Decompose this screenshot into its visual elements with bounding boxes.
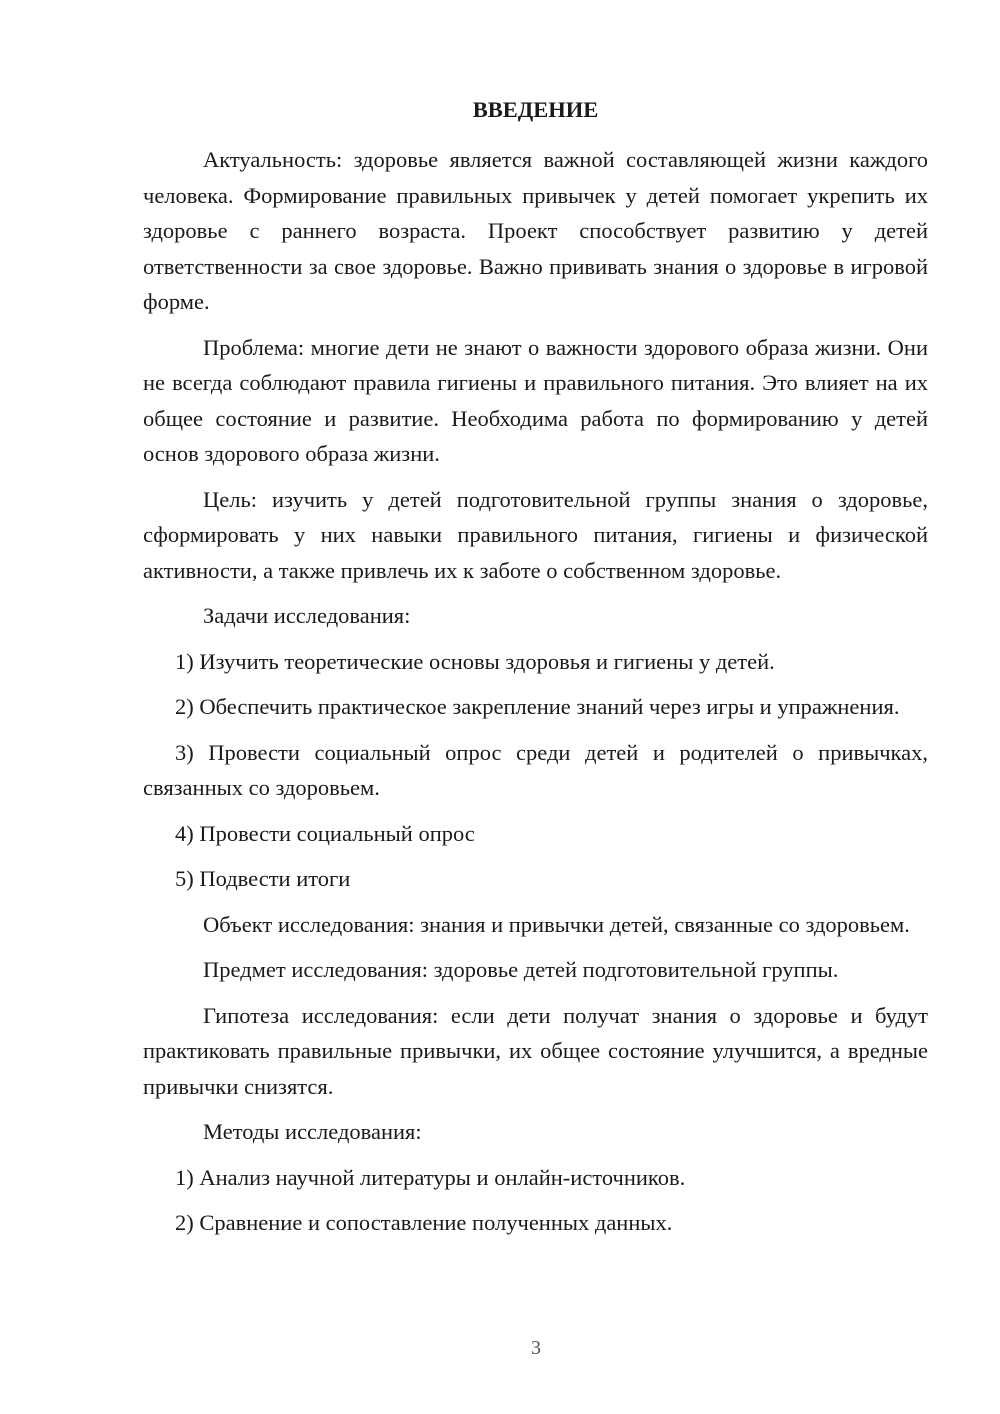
paragraph-relevance: Актуальность: здоровье является важной составляющей жизни каждого человека. Формирование правильных привычек у детей помогает укрепить их здоровье с раннего возраста. Проект способствует развитию у детей ответственности за свое здоровье. Важно прививать знания о здоровье в игровой форме. xyxy=(143,147,928,314)
task-item-2: 2) Обеспечить практическое закрепление знаний через игры и упражнения. xyxy=(175,694,900,719)
method-item-2: 2) Сравнение и сопоставление полученных данных. xyxy=(175,1210,673,1235)
tasks-heading: Задачи исследования: xyxy=(203,603,411,628)
task-item-5: 5) Подвести итоги xyxy=(175,866,351,891)
paragraph-object: Объект исследования: знания и привычки детей, связанные со здоровьем. xyxy=(203,911,910,937)
methods-heading: Методы исследования: xyxy=(203,1119,422,1144)
paragraph-goal: Цель: изучить у детей подготовительной группы знания о здоровье, сформировать у них навыки правильного питания, гигиены и физической активности, а также привлечь их к заботе о собственном здоровье. xyxy=(143,486,928,583)
paragraph-problem: Проблема: многие дети не знают о важности здорового образа жизни. Они не всегда соблюдают правила гигиены и правильного питания. Это влияет на их общее состояние и развитие. Необходима работа по формированию у детей основ здорового образа жизни. xyxy=(143,334,928,466)
method-item-1: 1) Анализ научной литературы и онлайн-источников. xyxy=(175,1164,686,1190)
paragraph-subject: Предмет исследования: здоровье детей подготовительной группы. xyxy=(203,957,839,982)
task-item-4: 4) Провести социальный опрос xyxy=(175,820,475,846)
document-page xyxy=(143,92,928,1251)
task-item-3: 3) Провести социальный опрос среди детей и родителей о привычках, связанных со здоровьем. xyxy=(143,739,928,800)
task-item-1: 1) Изучить теоретические основы здоровья и гигиены у детей. xyxy=(175,648,775,674)
page-number: 3 xyxy=(531,1337,541,1359)
paragraph-hypothesis: Гипотеза исследования: если дети получат знания о здоровье и будут практиковать правильные привычки, их общее состояние улучшится, а вредные привычки снизятся. xyxy=(143,1002,928,1099)
page-title: ВВЕДЕНИЕ xyxy=(472,97,599,122)
